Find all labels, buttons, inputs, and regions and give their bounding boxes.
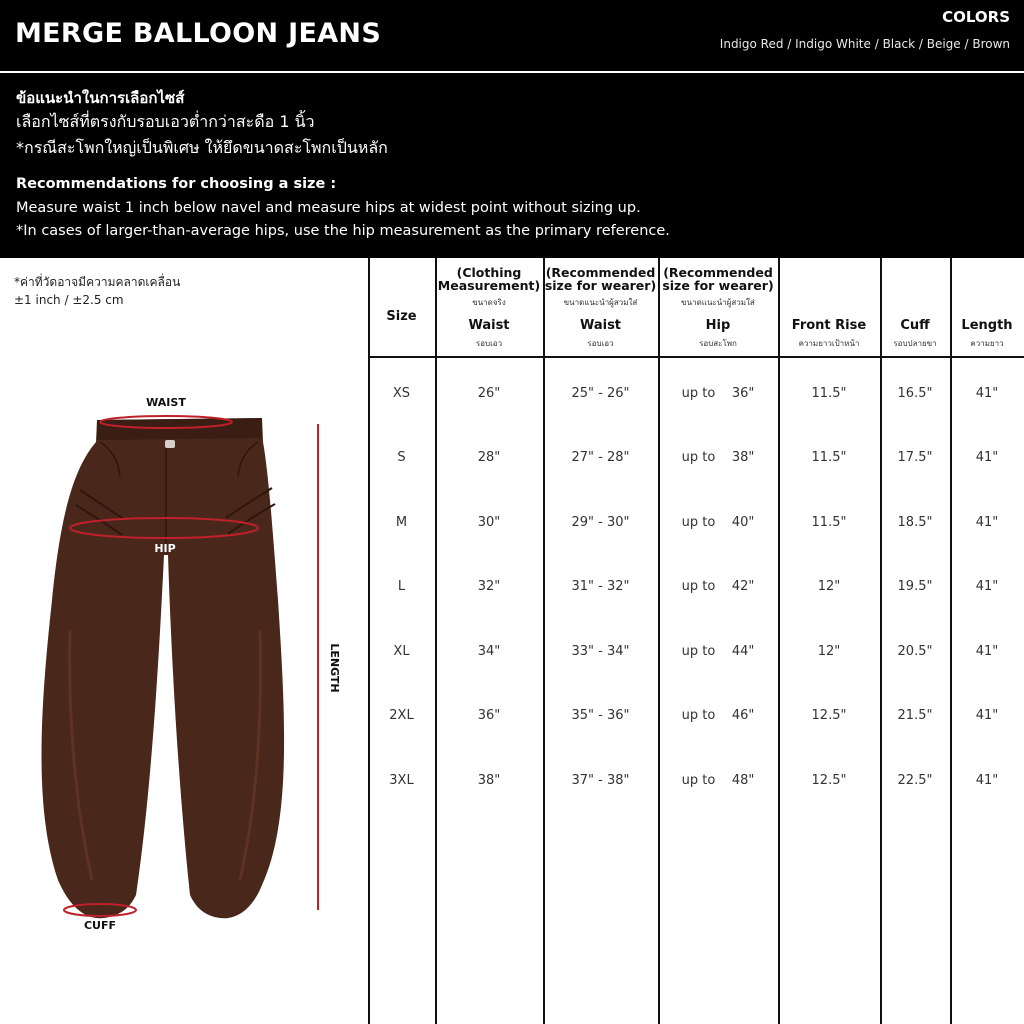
table-cell: 25" - 26" (571, 386, 630, 401)
table-cell: 18.5" (897, 515, 933, 530)
size-cell: XS (392, 386, 411, 401)
table-cell: 33" - 34" (571, 644, 630, 659)
waist-label: WAIST (146, 396, 186, 409)
pants-illustration (42, 418, 285, 918)
size-table (368, 258, 1024, 1024)
header-cuff: Cuff รอบปลายขา (893, 318, 937, 348)
header-recommended-hip: (Recommended size for wearer) ขนาดแนะนำผู้สวมใส่ Hip รอบสะโพก (662, 265, 774, 348)
tolerance-note (14, 273, 180, 309)
header-banner (0, 0, 1024, 258)
table-cell: 11.5" (811, 515, 847, 530)
size-cell: 2XL (389, 708, 414, 723)
table-divider (658, 258, 660, 1024)
table-cell: up to 48" (681, 773, 755, 788)
table-cell: 36" (477, 708, 501, 723)
table-cell: up to 38" (681, 450, 755, 465)
header-recommended-waist: (Recommended size for wearer) ขนาดแนะนำผู้สวมใส่ Waist รอบเอว (544, 265, 657, 348)
header-divider-line (368, 356, 1024, 358)
header-clothing-waist: (Clothing Measurement) ขนาดจริง Waist รอบเอว (437, 265, 541, 348)
tolerance-en: ±1 inch / ±2.5 cm (14, 293, 124, 307)
table-cell: 41" (975, 579, 999, 594)
size-cell: XL (393, 644, 410, 659)
table-divider (778, 258, 780, 1024)
table-cell: 12.5" (811, 708, 847, 723)
table-cell: 27" - 28" (571, 450, 630, 465)
en-recommend-heading: Recommendations for choosing a size : (16, 176, 337, 192)
header-size: Size (386, 309, 417, 324)
table-cell: 31" - 32" (571, 579, 630, 594)
table-cell: 41" (975, 708, 999, 723)
table-cell: 37" - 38" (571, 773, 630, 788)
table-cell: 22.5" (897, 773, 933, 788)
table-cell: 30" (477, 515, 501, 530)
table-divider (435, 258, 437, 1024)
table-cell: 29" - 30" (571, 515, 630, 530)
table-cell: 12" (817, 579, 841, 594)
table-cell: 17.5" (897, 450, 933, 465)
size-cell: 3XL (389, 773, 414, 788)
table-cell: 11.5" (811, 386, 847, 401)
table-cell: 12.5" (811, 773, 847, 788)
header-front-rise: Front Rise ความยาวเป้าหน้า (791, 318, 867, 348)
table-cell: 41" (975, 644, 999, 659)
product-title: MERGE BALLOON JEANS (15, 18, 382, 49)
header-length: Length ความยาว (961, 318, 1013, 348)
en-recommend-line: *In cases of larger-than-average hips, use the hip measurement as the primary reference. (16, 223, 670, 239)
size-cell: L (397, 579, 406, 594)
colors-label: COLORS (942, 8, 1010, 26)
size-cell: S (397, 450, 406, 465)
table-divider (950, 258, 952, 1024)
table-cell: up to 36" (681, 386, 755, 401)
table-cell: 35" - 36" (571, 708, 630, 723)
table-cell: 38" (477, 773, 501, 788)
hip-label: HIP (154, 542, 176, 555)
table-cell: 41" (975, 386, 999, 401)
thai-recommend-line: เลือกไซส์ที่ตรงกับรอบเอวต่ำกว่าสะดือ 1 นิ้ว (16, 112, 315, 131)
colors-list: Indigo Red / Indigo White / Black / Beige / Brown (719, 37, 1010, 51)
table-divider (880, 258, 882, 1024)
table-cell: up to 40" (681, 515, 755, 530)
thai-recommend-line: *กรณีสะโพกใหญ่เป็นพิเศษ ให้ยึดขนาดสะโพกเป็นหลัก (16, 138, 388, 157)
table-cell: up to 42" (681, 579, 755, 594)
table-cell: 41" (975, 450, 999, 465)
table-cell: up to 44" (681, 644, 755, 659)
table-cell: 20.5" (897, 644, 933, 659)
en-recommend-line: Measure waist 1 inch below navel and measure hips at widest point without sizing up. (16, 200, 641, 216)
pants-diagram (0, 380, 365, 940)
table-cell: up to 46" (681, 708, 755, 723)
length-label: LENGTH (328, 643, 341, 693)
size-cell: M (395, 515, 408, 530)
table-cell: 12" (817, 644, 841, 659)
table-cell: 41" (975, 515, 999, 530)
table-cell: 19.5" (897, 579, 933, 594)
tolerance-thai: *ค่าที่วัดอาจมีความคลาดเคลื่อน (14, 275, 181, 289)
table-divider (543, 258, 545, 1024)
cuff-label: CUFF (83, 919, 117, 932)
table-cell: 11.5" (811, 450, 847, 465)
table-cell: 32" (477, 579, 501, 594)
table-cell: 28" (477, 450, 501, 465)
table-cell: 21.5" (897, 708, 933, 723)
table-cell: 16.5" (897, 386, 933, 401)
table-divider (368, 258, 370, 1024)
header-divider (0, 71, 1024, 73)
table-cell: 34" (477, 644, 501, 659)
table-cell: 26" (477, 386, 501, 401)
table-cell: 41" (975, 773, 999, 788)
thai-recommend-heading: ข้อแนะนำในการเลือกไซส์ (16, 89, 185, 107)
